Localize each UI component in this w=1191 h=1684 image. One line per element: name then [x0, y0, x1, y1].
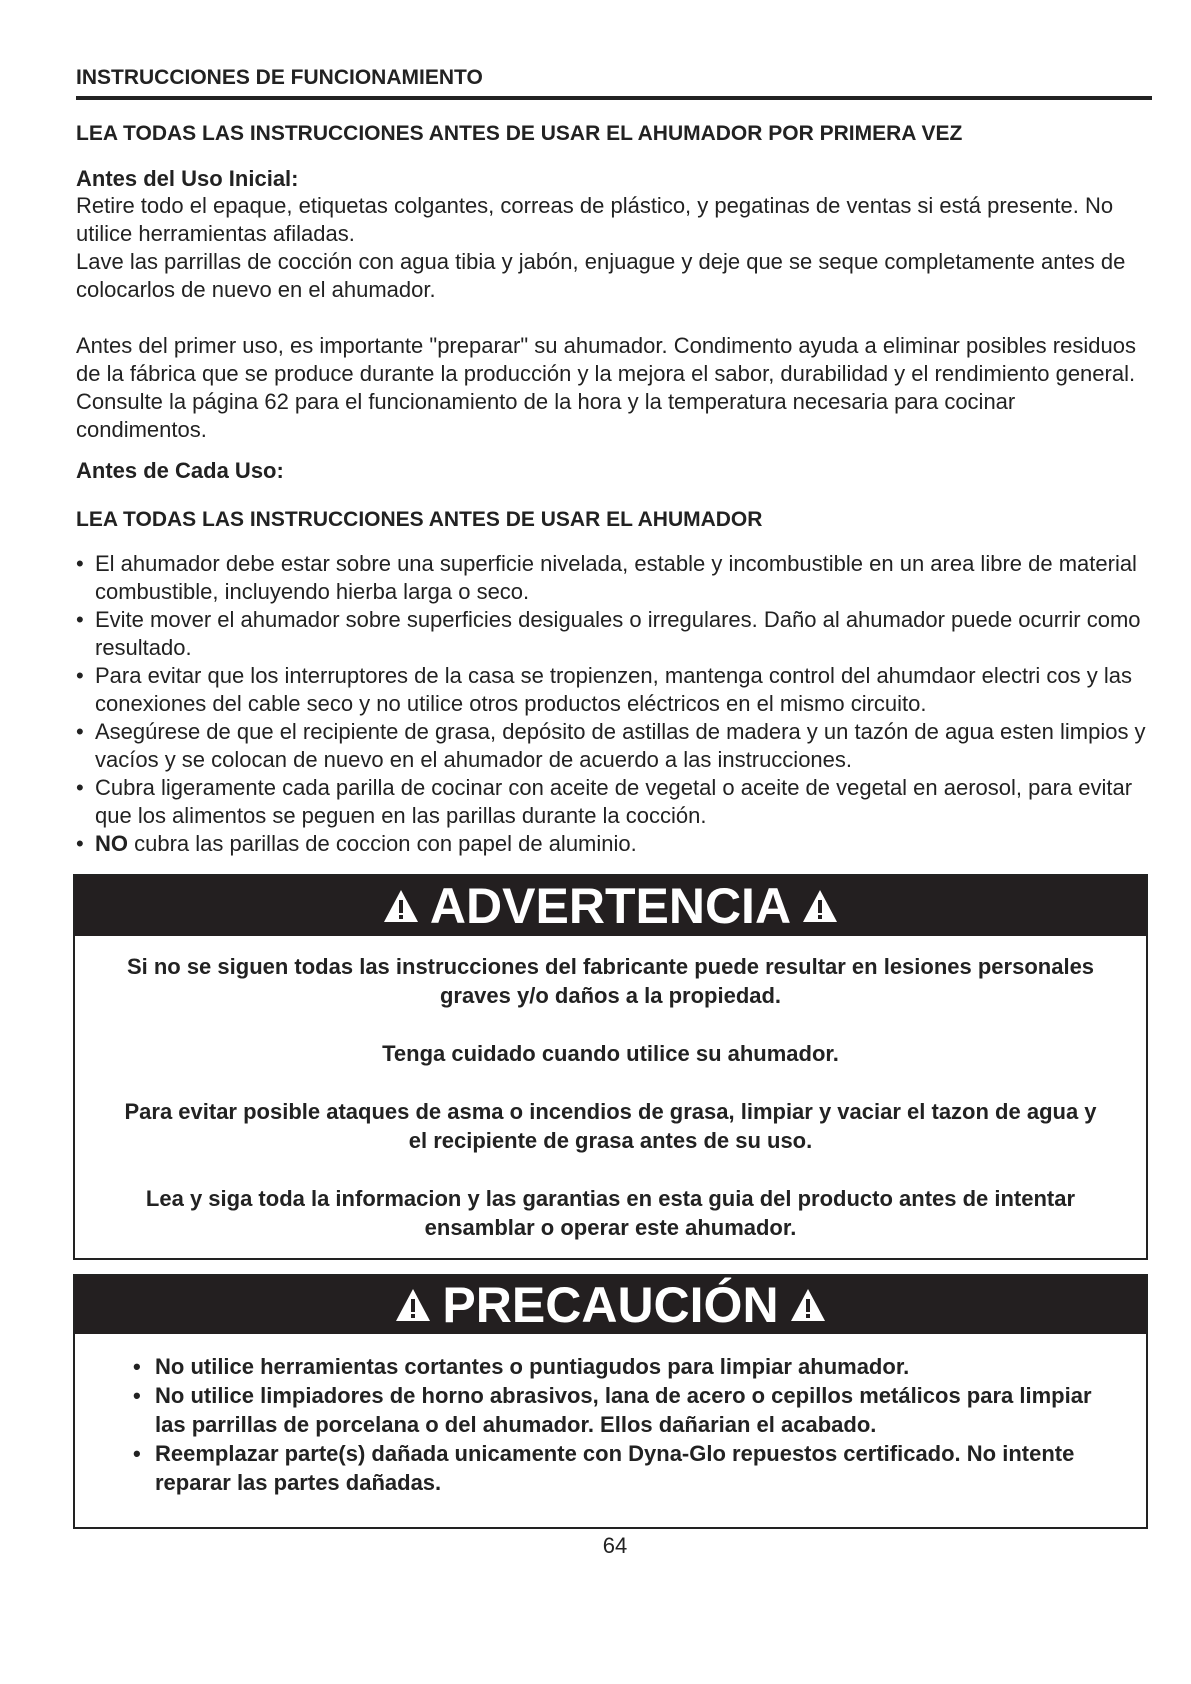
before-first-use-section	[76, 166, 1152, 444]
before-each-use-list	[76, 550, 1152, 858]
warning-title: ADVERTENCIA	[429, 878, 792, 934]
warning-text: Para evitar posible ataques de asma o incendios de grasa, limpiar y vaciar el tazon de agua y el recipiente de grasa antes de su uso.	[124, 1099, 1097, 1153]
list-item: • Para evitar que los interruptores de la casa se tropienzen, mantenga control del ahumdaor electri cos y las conexiones del cable seco y no utilice otros productos eléctricos en el mismo circuito.	[76, 662, 1152, 718]
before-each-use-heading: Antes de Cada Uso:	[76, 458, 284, 483]
list-item: • El ahumador debe estar sobre una superficie nivelada, estable y incombustible en un area libre de material combustible, incluyendo hierba larga o seco.	[76, 550, 1152, 606]
list-item: • Evite mover el ahumador sobre superficies desiguales o irregulares. Daño al ahumador puede ocurrir como resultado.	[76, 606, 1152, 662]
list-item	[76, 830, 1152, 858]
caution-list	[75, 1352, 1146, 1497]
page-number: 64	[602, 1533, 628, 1558]
before-first-use-heading: Antes del Uso Inicial:	[76, 166, 299, 191]
list-item: • Asegúrese de que el recipiente de grasa, depósito de astillas de madera y un tazón de agua esten limpios y vacíos y se colocan de nuevo en el ahumador de acuerdo a las instrucciones.	[76, 718, 1152, 774]
remove-packaging-text: Retire todo el epaque, etiquetas colgantes, correas de plástico, y pegatinas de ventas si está presente. No utilice herramientas afiladas.	[76, 193, 1114, 246]
warning-triangle-icon	[789, 1287, 827, 1323]
list-item: • No utilice herramientas cortantes o puntiagudos para limpiar ahumador.	[133, 1352, 1106, 1381]
caution-title: PRECAUCIÓN	[442, 1277, 779, 1333]
no-foil-text: cubra las parillas de coccion con papel de aluminio.	[128, 831, 637, 856]
warning-triangle-icon	[394, 1287, 432, 1323]
warning-body	[75, 936, 1146, 1242]
section-title: INSTRUCCIONES DE FUNCIONAMIENTO	[76, 66, 1152, 100]
read-all-instructions: LEA TODAS LAS INSTRUCCIONES ANTES DE USAR EL AHUMADOR	[76, 508, 763, 531]
wash-grills-text: Lave las parrillas de cocción con agua tibia y jabón, enjuague y deje que se seque completamente antes de colocarlos de nuevo en el ahumador.	[76, 249, 1126, 302]
warning-header	[75, 876, 1146, 936]
warning-text: Lea y siga toda la informacion y las garantias en esta guia del producto antes de intentar ensamblar o operar este ahumador.	[145, 1186, 1076, 1240]
list-item: • Cubra ligeramente cada parilla de cocinar con aceite de vegetal o aceite de vegetal en aerosol, para evitar que los alimentos se peguen en las parillas durante la cocción.	[76, 774, 1152, 830]
page-content	[76, 66, 1152, 858]
list-item: • Reemplazar parte(s) dañada unicamente con Dyna-Glo repuestos certificado. No intente reparar las partes dañadas.	[133, 1439, 1106, 1497]
warning-text: Si no se siguen todas las instrucciones del fabricante puede resultar en lesiones personales graves y/o daños a la propiedad.	[126, 954, 1095, 1008]
caution-header	[75, 1276, 1146, 1334]
warning-triangle-icon	[382, 888, 420, 924]
warning-box	[73, 874, 1148, 1260]
caution-box	[73, 1274, 1148, 1529]
warning-triangle-icon	[801, 888, 839, 924]
seasoning-text: Antes del primer uso, es importante "preparar" su ahumador. Condimento ayuda a eliminar posibles residuos de la fábrica que se produce durante la producción y la mejora el sabor, durabilidad y el rendimiento general. Consulte la página 62 para el funcionamiento de la hora y la temperatura necesaria para cocinar condimentos.	[76, 333, 1136, 442]
warning-text: Tenga cuidado cuando utilice su ahumador.	[382, 1041, 839, 1066]
no-emphasis: NO	[95, 831, 128, 856]
list-item: • No utilice limpiadores de horno abrasivos, lana de acero o cepillos metálicos para limpiar las parrillas de porcelana o del ahumador. Ellos dañarian el acabado.	[133, 1381, 1106, 1439]
read-all-instructions-first-use: LEA TODAS LAS INSTRUCCIONES ANTES DE USAR EL AHUMADOR POR PRIMERA VEZ	[76, 122, 963, 145]
